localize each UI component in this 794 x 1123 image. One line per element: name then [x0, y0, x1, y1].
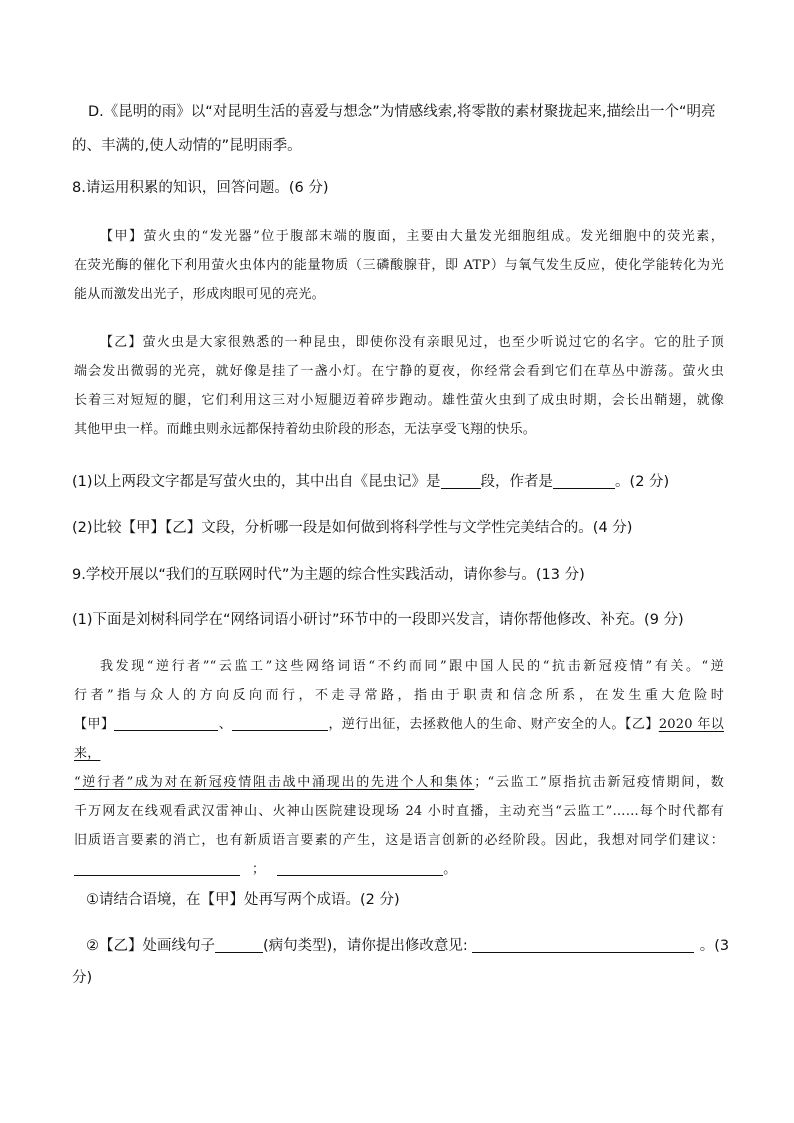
- q8-sub1-text: 。(2 分): [615, 474, 670, 490]
- q8-title: 8.请运用积累的知识，回答问题。(6 分): [72, 180, 329, 196]
- sentence-type-blank[interactable]: [215, 936, 263, 953]
- passage-line: 旧质语言要素的消亡，也有新质语言要素的产生，这是语言创新的必经阶段。因此，我想对同学们建议：: [74, 833, 724, 848]
- passage-line: 端会发出微弱的光亮，就好像是挂了一盏小灯。在宁静的夏夜，你经常会看到它们在草丛中游荡。萤火虫: [74, 364, 724, 379]
- speech-text: 。: [443, 862, 457, 877]
- passage-line: [74, 768, 724, 797]
- speech-text: 、: [218, 717, 233, 732]
- q8-sub1-text: 段，作者是: [480, 474, 554, 490]
- q8-sub1: [72, 470, 722, 494]
- q8-sub1-text: (1)以上两段文字都是写萤火虫的，其中出自《昆虫记》是: [72, 474, 441, 490]
- q9-item2-text: 。(3: [699, 938, 730, 954]
- revision-blank[interactable]: [472, 936, 694, 953]
- underlined-sentence: 2020 年以来，: [74, 717, 724, 761]
- passage-line: [74, 855, 724, 884]
- q9-item2-continued: 分): [72, 970, 93, 986]
- speech-text: ；: [252, 862, 266, 877]
- passage-line: 在荧光酶的催化下利用萤火虫体内的能量物质（三磷酸腺苷，即 ATP）与氧气发生反应，使化学能转化为光: [74, 258, 724, 273]
- suggestion-blank-2[interactable]: [277, 859, 443, 876]
- q9-item2-text: (病句类型)，请你提出修改意见:: [263, 938, 468, 954]
- idiom-blank-2[interactable]: [232, 714, 328, 731]
- q9-sub1: (1)下面是刘树科同学在“网络词语小研讨”环节中的一段即兴发言，请你帮他修改、补充。(9 分): [72, 612, 684, 628]
- q9-item1: ①请结合语境，在【甲】处再写两个成语。(2 分): [86, 892, 400, 908]
- passage-line: 【乙】萤火虫是大家很熟悉的一种昆虫，即使你没有亲眼见过，也至少听说过它的名字。它的肚子顶: [100, 335, 724, 350]
- q7-option-d-line1: D.《昆明的雨》以“对昆明生活的喜爱与想念”为情感线索,将零散的素材聚拢起来,描绘出一个“明亮: [88, 104, 716, 120]
- speech-text: ；“云监工”原指抗击新冠疫情期间，数: [474, 775, 724, 790]
- idiom-blank-1[interactable]: [114, 714, 218, 731]
- speech-text: 【甲】: [74, 717, 115, 732]
- q9-item2: [86, 934, 736, 958]
- q9-item2-text: ②【乙】处画线句子: [86, 938, 215, 954]
- q9-title: 9.学校开展以“我们的互联网时代”为主题的综合性实践活动，请你参与。(13 分): [72, 567, 585, 583]
- passage-line: 长着三对短短的腿，它们利用这三对小短腿迈着碎步跑动。雄性萤火虫到了成虫时期，会长出鞘翅，就像: [74, 393, 724, 408]
- passage-line: 我发现“逆行者”“云监工”这些网络词语“不约而同”跟中国人民的“抗击新冠疫情”有关。“逆: [100, 659, 724, 674]
- suggestion-blank-1[interactable]: [74, 859, 240, 876]
- passage-line: 其他甲虫一样。而雌虫则永远都保持着幼虫阶段的形态，无法享受飞翔的快乐。: [74, 422, 537, 437]
- speech-text: ，逆行出征，去拯救他人的生命、财产安全的人。【乙】: [328, 717, 659, 732]
- passage-line: 千万网友在线观看武汉雷神山、火神山医院建设现场 24 小时直播，主动充当“云监工”……每个时代都有: [74, 804, 724, 819]
- passage-line: 能从而激发出光子，形成肉眼可见的亮光。: [74, 287, 325, 302]
- answer-blank[interactable]: [441, 472, 481, 489]
- q8-sub2: (2)比较【甲】【乙】文段，分析哪一段是如何做到将科学性与文学性完美结合的。(4 分): [72, 520, 633, 536]
- q9-speech: [74, 652, 724, 884]
- q7-option-d-line2: 的、丰满的,使人动情的”昆明雨季。: [72, 138, 302, 154]
- answer-blank[interactable]: [553, 472, 615, 489]
- passage-line: 【甲】萤火虫的“发光器”位于腹部末端的腹面，主要由大量发光细胞组成。发光细胞中的荧光素，: [100, 229, 724, 244]
- q8-passage-jia: [74, 222, 724, 309]
- underlined-sentence: “逆行者”成为对在新冠疫情阻击战中涌现出的先进个人和集体: [74, 775, 475, 790]
- q8-passage-yi: [74, 328, 724, 444]
- passage-line: [74, 710, 724, 768]
- passage-line: 行者”指与众人的方向反向而行，不走寻常路，指由于职责和信念所系，在发生重大危险时: [74, 688, 724, 703]
